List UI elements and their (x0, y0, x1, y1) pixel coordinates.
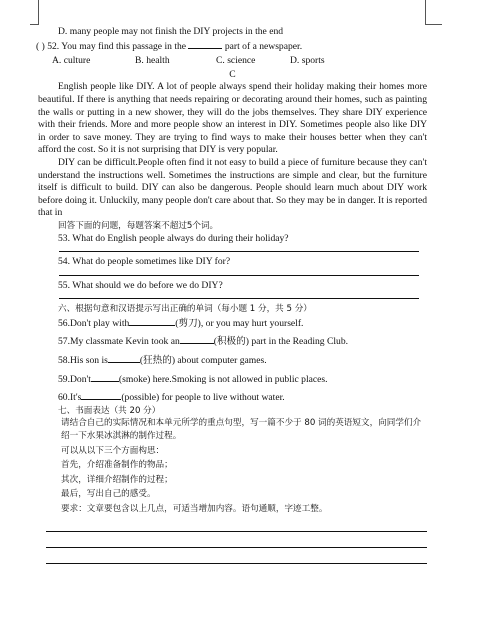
q52-question (38, 39, 427, 54)
q59-text-before: 59.Don't (58, 373, 91, 385)
q52-option-a: A. culture (52, 55, 91, 67)
question-54: 54. What do people sometimes like DIY for? (58, 256, 231, 268)
question-56 (38, 316, 427, 331)
q58-text-before: 58.His son is (58, 355, 108, 367)
section6-title: 六、根据句意和汉语提示写出正确的单词（每小题 1 分，共 5 分） (58, 304, 312, 315)
question-54-answer-line[interactable] (59, 269, 419, 276)
writing-line-3[interactable] (46, 548, 427, 564)
section7-requirement: 要求：文章要包含以上几点，可适当增加内容。语句通顺，字迹工整。 (61, 504, 328, 514)
q57-text-before: 57.My classmate Kevin took an (58, 336, 180, 348)
q60-text-before: 60.It's (58, 392, 82, 404)
section7-prompt: 请结合自己的实际情况和本单元所学的重点句型，写一篇不少于 80 词的英语短文，向同学们介绍一下水果冰淇淋的制作过程。 (61, 418, 422, 442)
passage-c-paragraph-1: English people like DIY. A lot of people always spend their holiday making their homes more beautiful. If there is anything that needs repairing or decorating around their homes, such as painting the walls or putting in a new shower, they will do the jobs themselves. They share DIY experience with their friends. More and more people show an interest in DIY. Sometimes people also like DIY in order to save money. They are trying to find ways to make their houses better when they can't afford the cost. So it is not surprising that DIY is very popular. (38, 81, 427, 156)
q52-text-before: 52. You may find this passage in the (47, 40, 187, 52)
q59-blank[interactable] (91, 372, 119, 382)
passage-c-paragraph-2: DIY can be difficult.People often find it not easy to build a piece of furniture because they can't understand the instructions well. Sometimes the instructions are simple and clear, but the furniture itself is difficult to build. DIY can also be dangerous. People should learn much about DIY work before doing it. Unluckily, many people don't care about that. So they may be in danger. It is reported that in (38, 156, 428, 219)
passage-c-instruction: 回答下面的问题，每题答案不超过5个词。 (58, 220, 219, 231)
section7-title: 七、书面表达（共 20 分） (58, 405, 161, 416)
writing-line-2[interactable] (46, 532, 427, 548)
q51-option-d: D. many people may not finish the DIY projects in the end (58, 26, 284, 37)
q56-text-before: 56.Don't play with (58, 317, 130, 329)
q52-blank[interactable] (188, 39, 222, 49)
question-58 (38, 353, 427, 368)
q56-text-after: (剪刀), or you may hurt yourself. (175, 317, 304, 329)
writing-line-1[interactable] (46, 516, 427, 532)
passage-c-heading: C (229, 68, 236, 80)
question-55: 55. What should we do before we do DIY? (58, 279, 223, 291)
question-55-answer-line[interactable] (59, 292, 419, 299)
q58-text-after: (狂热的) about computer games. (139, 355, 267, 367)
q52-text-after: part of a newspaper. (224, 40, 303, 52)
question-53: 53. What do English people always do during their holiday? (58, 232, 289, 244)
q59-text-after: (smoke) here.Smoking is not allowed in public places. (118, 373, 328, 385)
section7-points-intro: 可以从以下三个方面构思： (61, 445, 165, 456)
question-57 (38, 334, 427, 349)
q60-text-after: (possible) for people to live without water. (121, 392, 285, 404)
question-53-answer-line[interactable] (59, 245, 419, 252)
q52-option-c: C. science (216, 55, 256, 67)
q52-options (38, 55, 427, 68)
q56-blank[interactable] (129, 316, 175, 326)
section7-point-3: 最后，写出自己的感受。 (61, 489, 156, 500)
q57-blank[interactable] (180, 334, 214, 344)
q52-option-d: D. sports (290, 55, 325, 67)
q57-text-after: (积极的) part in the Reading Club. (213, 336, 349, 348)
q52-answer-paren: ( ) (36, 40, 45, 52)
section7-point-2: 其次，详细介绍制作的过程； (61, 474, 173, 485)
question-59 (38, 372, 427, 387)
question-60 (38, 390, 427, 405)
exam-page (38, 26, 427, 564)
section7-point-1: 首先，介绍准备制作的物品； (61, 460, 173, 471)
q52-option-b: B. health (135, 55, 170, 67)
q60-blank[interactable] (81, 390, 121, 400)
page-corner-mark-right (425, 0, 442, 25)
q58-blank[interactable] (108, 353, 140, 363)
page-corner-mark-left (30, 0, 39, 25)
